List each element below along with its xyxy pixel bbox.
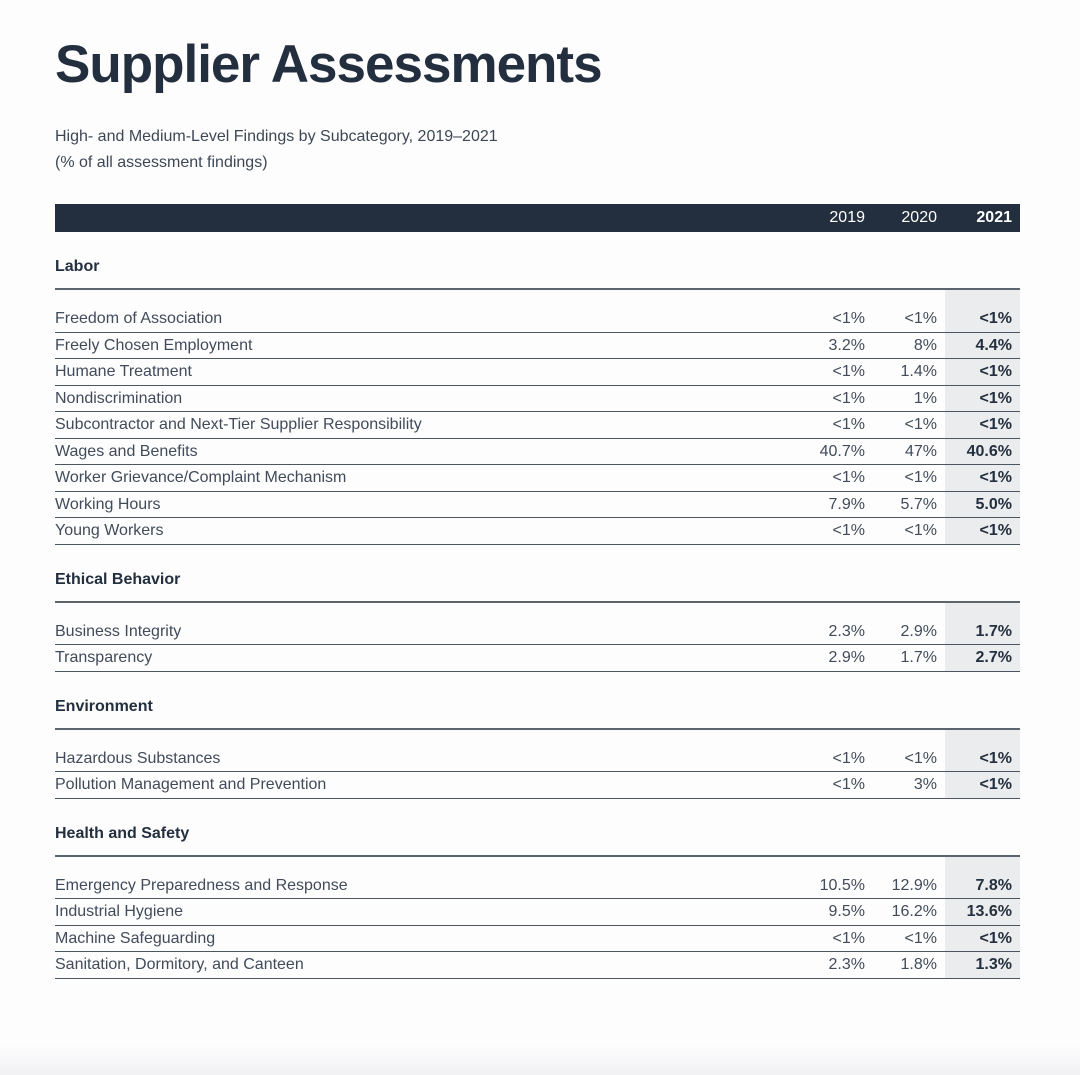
row-label: Business Integrity xyxy=(55,622,182,640)
row-value-2021: <1% xyxy=(979,776,1012,794)
row-value-2021: <1% xyxy=(979,310,1012,328)
row-label: Working Hours xyxy=(55,495,161,513)
row-label: Machine Safeguarding xyxy=(55,929,216,947)
section-rows-spacer xyxy=(55,730,1020,746)
row-value-2021: 1.3% xyxy=(975,956,1012,974)
table-section xyxy=(55,698,1020,799)
row-value-2019: <1% xyxy=(832,929,865,947)
row-value-2021: 2.7% xyxy=(975,649,1012,667)
row-label: Subcontractor and Next-Tier Supplier Responsibility xyxy=(55,416,422,434)
table-row xyxy=(55,619,1020,646)
row-value-2019: <1% xyxy=(832,389,865,407)
row-value-2021: <1% xyxy=(979,469,1012,487)
row-value-2021: 7.8% xyxy=(975,876,1012,894)
table-row xyxy=(55,306,1020,333)
page-bottom-edge xyxy=(0,1045,1080,1075)
row-value-2019: <1% xyxy=(832,749,865,767)
row-value-2021: <1% xyxy=(979,389,1012,407)
year-column-2019: 2019 xyxy=(829,209,865,227)
row-value-2019: <1% xyxy=(832,776,865,794)
table-row xyxy=(55,952,1020,979)
table-row xyxy=(55,439,1020,466)
row-label: Pollution Management and Prevention xyxy=(55,776,327,794)
subtitle-line-1: High- and Medium-Level Findings by Subcategory, 2019–2021 xyxy=(55,128,498,146)
row-label: Nondiscrimination xyxy=(55,389,183,407)
table-row xyxy=(55,926,1020,953)
row-label: Wages and Benefits xyxy=(55,442,198,460)
table-row xyxy=(55,645,1020,672)
section-heading: Labor xyxy=(55,258,100,276)
table-section xyxy=(55,571,1020,672)
row-label: Transparency xyxy=(55,649,153,667)
row-value-2019: 40.7% xyxy=(819,442,865,460)
row-value-2019: 2.3% xyxy=(828,622,865,640)
row-label: Freely Chosen Employment xyxy=(55,336,253,354)
table-row xyxy=(55,333,1020,360)
table-section xyxy=(55,258,1020,545)
row-value-2019: <1% xyxy=(832,363,865,381)
row-value-2021: <1% xyxy=(979,363,1012,381)
row-value-2020: 2.9% xyxy=(900,622,937,640)
row-value-2020: 1% xyxy=(913,389,937,407)
row-value-2021: 13.6% xyxy=(966,903,1012,921)
table-row xyxy=(55,772,1020,799)
report-page xyxy=(55,36,1020,979)
row-value-2019: <1% xyxy=(832,522,865,540)
section-heading: Ethical Behavior xyxy=(55,570,181,588)
row-value-2020: 1.7% xyxy=(900,649,937,667)
row-value-2019: 7.9% xyxy=(828,495,865,513)
subtitle-line-2: (% of all assessment findings) xyxy=(55,154,268,172)
row-value-2020: 12.9% xyxy=(891,876,937,894)
year-column-2020: 2020 xyxy=(901,209,937,227)
row-value-2020: <1% xyxy=(904,310,937,328)
section-rows xyxy=(55,288,1020,545)
row-value-2019: 9.5% xyxy=(828,903,865,921)
row-value-2020: <1% xyxy=(904,749,937,767)
row-value-2020: 16.2% xyxy=(891,903,937,921)
table-row xyxy=(55,465,1020,492)
section-rows-spacer xyxy=(55,857,1020,873)
row-label: Sanitation, Dormitory, and Canteen xyxy=(55,956,304,974)
year-column-2021: 2021 xyxy=(976,209,1012,227)
row-value-2020: <1% xyxy=(904,469,937,487)
row-value-2021: 5.0% xyxy=(975,495,1012,513)
page-subtitle xyxy=(55,124,1020,176)
row-value-2021: 4.4% xyxy=(975,336,1012,354)
row-value-2021: <1% xyxy=(979,929,1012,947)
row-label: Humane Treatment xyxy=(55,363,192,381)
section-rows xyxy=(55,855,1020,979)
row-value-2019: 2.3% xyxy=(828,956,865,974)
table-header-bar xyxy=(55,204,1020,232)
section-rows-spacer xyxy=(55,290,1020,306)
section-heading: Environment xyxy=(55,697,153,715)
row-value-2019: <1% xyxy=(832,416,865,434)
table-row xyxy=(55,518,1020,545)
row-value-2020: <1% xyxy=(904,929,937,947)
row-value-2021: <1% xyxy=(979,522,1012,540)
table-sections xyxy=(55,258,1020,979)
row-label: Freedom of Association xyxy=(55,310,223,328)
section-heading: Health and Safety xyxy=(55,824,190,842)
page-title: Supplier Assessments xyxy=(55,35,602,94)
row-value-2021: 1.7% xyxy=(975,622,1012,640)
row-value-2020: 3% xyxy=(913,776,937,794)
row-value-2020: <1% xyxy=(904,522,937,540)
row-value-2020: 47% xyxy=(904,442,937,460)
row-value-2019: 2.9% xyxy=(828,649,865,667)
section-rows-spacer xyxy=(55,603,1020,619)
table-section xyxy=(55,825,1020,979)
row-value-2019: 10.5% xyxy=(819,876,865,894)
row-value-2021: <1% xyxy=(979,416,1012,434)
row-value-2021: <1% xyxy=(979,749,1012,767)
section-rows xyxy=(55,601,1020,672)
row-value-2020: 8% xyxy=(913,336,937,354)
row-value-2021: 40.6% xyxy=(966,442,1012,460)
table-row xyxy=(55,386,1020,413)
row-value-2020: 1.4% xyxy=(900,363,937,381)
row-label: Worker Grievance/Complaint Mechanism xyxy=(55,469,347,487)
row-label: Industrial Hygiene xyxy=(55,903,184,921)
row-label: Hazardous Substances xyxy=(55,749,221,767)
row-label: Emergency Preparedness and Response xyxy=(55,876,348,894)
table-row xyxy=(55,492,1020,519)
section-rows xyxy=(55,728,1020,799)
table-row xyxy=(55,746,1020,773)
row-value-2020: 5.7% xyxy=(900,495,937,513)
row-value-2019: <1% xyxy=(832,469,865,487)
row-label: Young Workers xyxy=(55,522,164,540)
table-row xyxy=(55,899,1020,926)
table-row xyxy=(55,873,1020,900)
row-value-2020: 1.8% xyxy=(900,956,937,974)
row-value-2019: 3.2% xyxy=(828,336,865,354)
table-row xyxy=(55,412,1020,439)
table-row xyxy=(55,359,1020,386)
row-value-2019: <1% xyxy=(832,310,865,328)
row-value-2020: <1% xyxy=(904,416,937,434)
